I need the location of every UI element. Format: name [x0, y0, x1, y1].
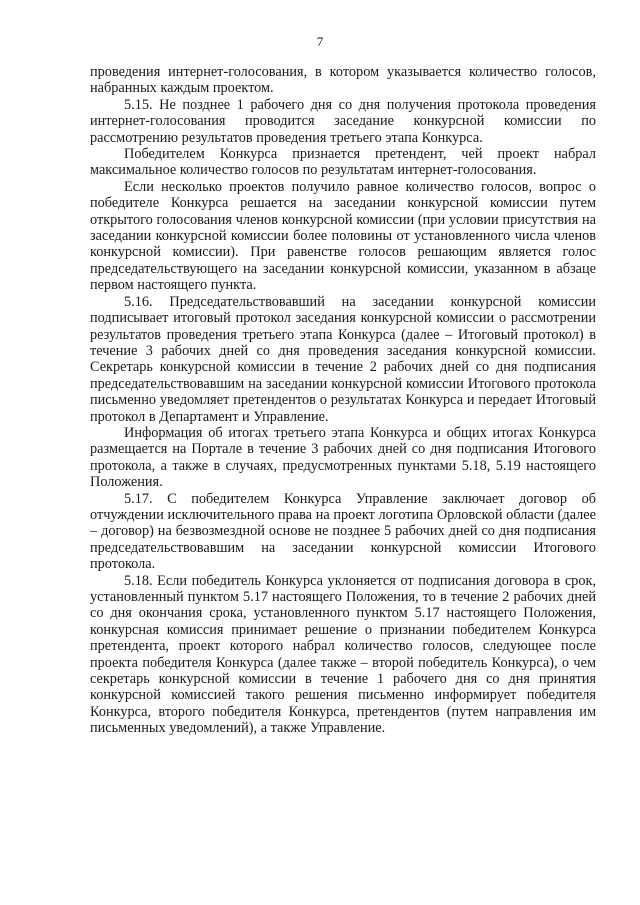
paragraph-5-15: 5.15. Не позднее 1 рабочего дня со дня получения протокола проведения интернет-голосования проводится заседание конкурсной комиссии по рассмотрению результатов проведения третьего этапа Конкурса. [90, 96, 596, 146]
paragraph-winner-definition: Победителем Конкурса признается претендент, чей проект набрал максимальное количество голосов по результатам интернет-голосования. [90, 146, 596, 179]
page-number: 7 [316, 34, 324, 49]
paragraph-5-17: 5.17. С победителем Конкурса Управление заключает договор об отчуждении исключительного права на проект логотипа Орловской области (далее – договор) на безвозмездной основе не позднее 5 рабочих дней со дня подписания председательствовавшим на заседании конкурсной комиссии Итогового протокола. [90, 490, 596, 573]
document-body [90, 64, 596, 737]
paragraph-5-18: 5.18. Если победитель Конкурса уклоняется от подписания договора в срок, установленный пунктом 5.17 настоящего Положения, то в течение 2 рабочих дней со дня окончания срока, установленного пунктом 5.17 настоящего Положения, конкурсная комиссия принимает решение о признании победителем Конкурса претендента, проект которого набрал количество голосов, следующее после проекта победителя Конкурса (далее также – второй победитель Конкурса), о чем секретарь конкурсной комиссии в течение 1 рабочего дня со дня принятия конкурсной комиссией такого решения письменно информирует победителя Конкурса, второго победителя Конкурса, претендентов (путем направления им письменных уведомлений), а также Управление. [90, 572, 596, 737]
paragraph-results-publication: Информация об итогах третьего этапа Конкурса и общих итогах Конкурса размещается на Портале в течение 3 рабочих дней со дня подписания Итогового протокола, а также в случаях, предусмотренных пунктами 5.18, 5.19 настоящего Положения. [90, 424, 596, 491]
paragraph-5-16: 5.16. Председательствовавший на заседании конкурсной комиссии подписывает итоговый протокол заседания конкурсной комиссии о рассмотрении результатов проведения третьего этапа Конкурса (далее – Итоговый протокол) в течение 3 рабочих дней со дня проведения заседания конкурсной комиссии. Секретарь конкурсной комиссии в течение 2 рабочих дней со дня подписания председательствовавшим на заседании конкурсной комиссии Итогового протокола письменно уведомляет претендентов о результатах Конкурса и передает Итоговый протокол в Департамент и Управление. [90, 293, 596, 425]
paragraph-tie-vote: Если несколько проектов получило равное количество голосов, вопрос о победителе Конкурса решается на заседании конкурсной комиссии путем открытого голосования членов конкурсной комиссии (при условии присутствия на заседании конкурсной комиссии более половины от установленного числа членов конкурсной комиссии). При равенстве голосов решающим является голос председательствующего на заседании конкурсной комиссии, указанном в абзаце первом настоящего пункта. [90, 178, 596, 294]
paragraph-continuation: проведения интернет-голосования, в котором указывается количество голосов, набранных каждым проектом. [90, 64, 596, 97]
